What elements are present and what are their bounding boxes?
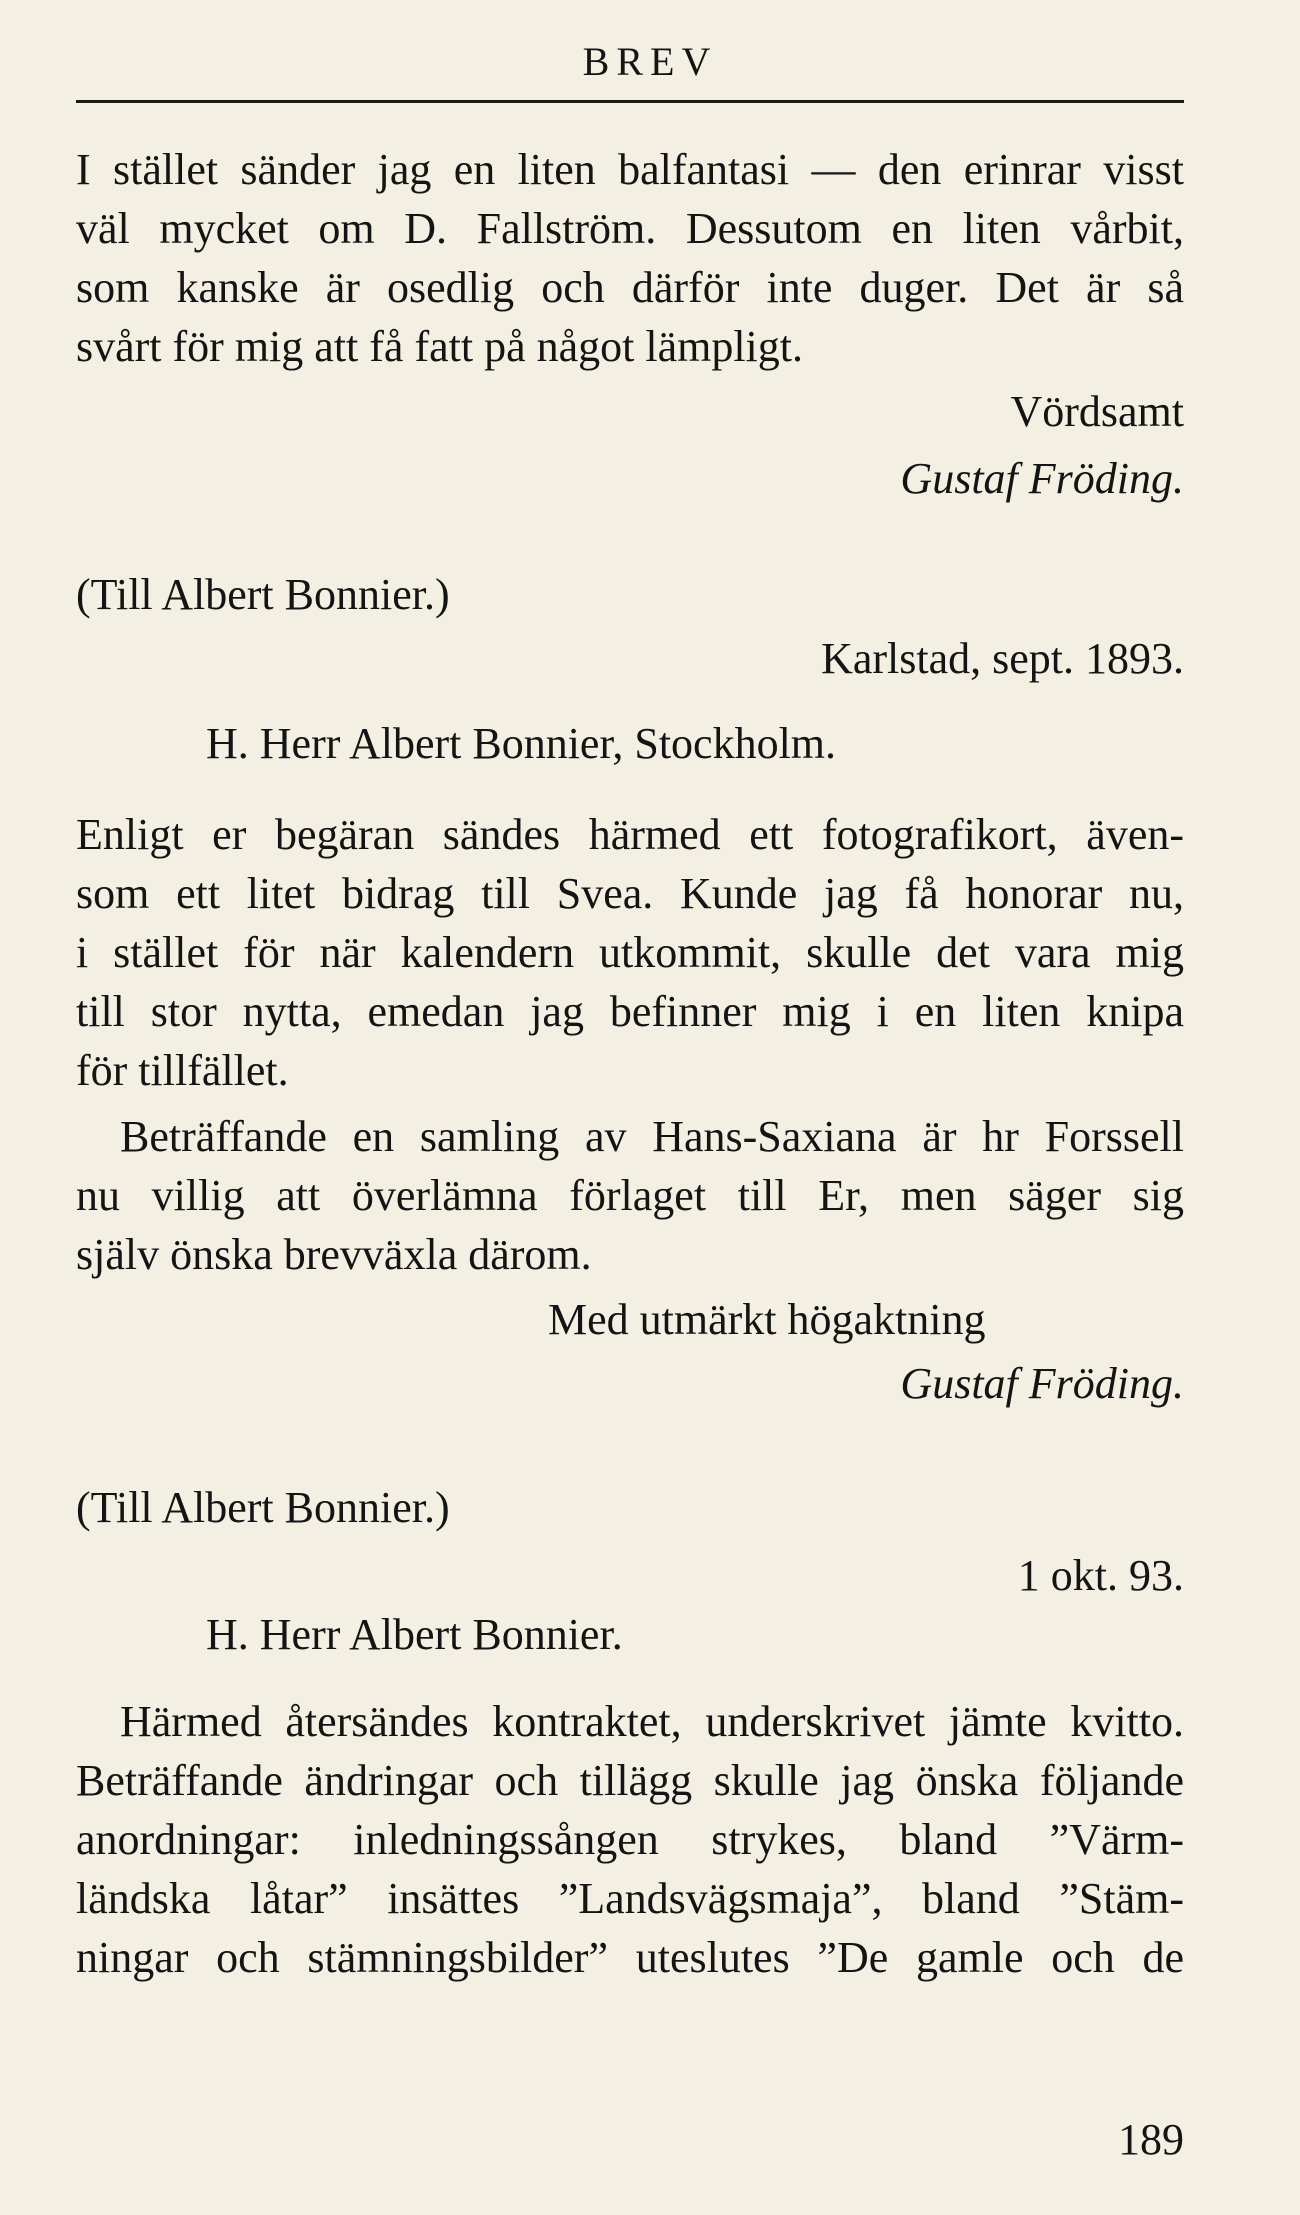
- text-line: ningar och stämningsbilder” uteslutes ”De gamle och de: [76, 1933, 1184, 1982]
- letter-date: 1 okt. 93.: [1017, 1551, 1184, 1600]
- text-line: nu villig att överlämna förlaget till Er, men säger sig: [76, 1171, 1184, 1220]
- text-line: Beträffande en samling av Hans-Saxiana är hr Forssell: [120, 1112, 1184, 1161]
- closing-phrase: Med utmärkt högaktning: [548, 1295, 986, 1344]
- text-line: Beträffande ändringar och tillägg skulle jag önska följande: [76, 1756, 1184, 1805]
- text-line: Härmed återsändes kontraktet, underskrivet jämte kvitto.: [120, 1697, 1184, 1746]
- text-line: väl mycket om D. Fallström. Dessutom en liten vårbit,: [76, 204, 1184, 253]
- page-number: 189: [1118, 2115, 1184, 2164]
- running-head: BREV: [582, 39, 718, 84]
- text-line: I stället sänder jag en liten balfantasi — den erinrar visst: [76, 145, 1184, 194]
- text-line: för tillfället.: [76, 1046, 289, 1095]
- text-line: i stället för när kalendern utkommit, skulle det vara mig: [76, 928, 1184, 977]
- text-line: till stor nytta, emedan jag befinner mig i en liten knipa: [76, 987, 1184, 1036]
- text-line: Enligt er begäran sändes härmed ett fotografikort, även-: [76, 810, 1184, 859]
- text-line: svårt för mig att få fatt på något lämpligt.: [76, 322, 804, 371]
- text-line: själv önska brevväxla därom.: [76, 1230, 592, 1279]
- salutation: H. Herr Albert Bonnier, Stockholm.: [206, 719, 837, 768]
- closing-phrase: Vördsamt: [1010, 387, 1184, 436]
- place-date: Karlstad, sept. 1893.: [821, 634, 1184, 683]
- text-line: som kanske är osedlig och därför inte duger. Det är så: [76, 263, 1184, 312]
- signature: Gustaf Fröding.: [900, 454, 1184, 503]
- recipient-note: (Till Albert Bonnier.): [76, 1483, 450, 1532]
- recipient-note: (Till Albert Bonnier.): [76, 570, 450, 619]
- text-line: ländska låtar” insättes ”Landsvägsmaja”, bland ”Stäm-: [76, 1874, 1184, 1923]
- signature: Gustaf Fröding.: [900, 1359, 1184, 1408]
- text-line: som ett litet bidrag till Svea. Kunde jag få honorar nu,: [76, 869, 1184, 918]
- salutation: H. Herr Albert Bonnier.: [206, 1610, 623, 1659]
- text-line: anordningar: inledningssången strykes, bland ”Värm-: [76, 1815, 1184, 1864]
- header-rule: [76, 100, 1184, 103]
